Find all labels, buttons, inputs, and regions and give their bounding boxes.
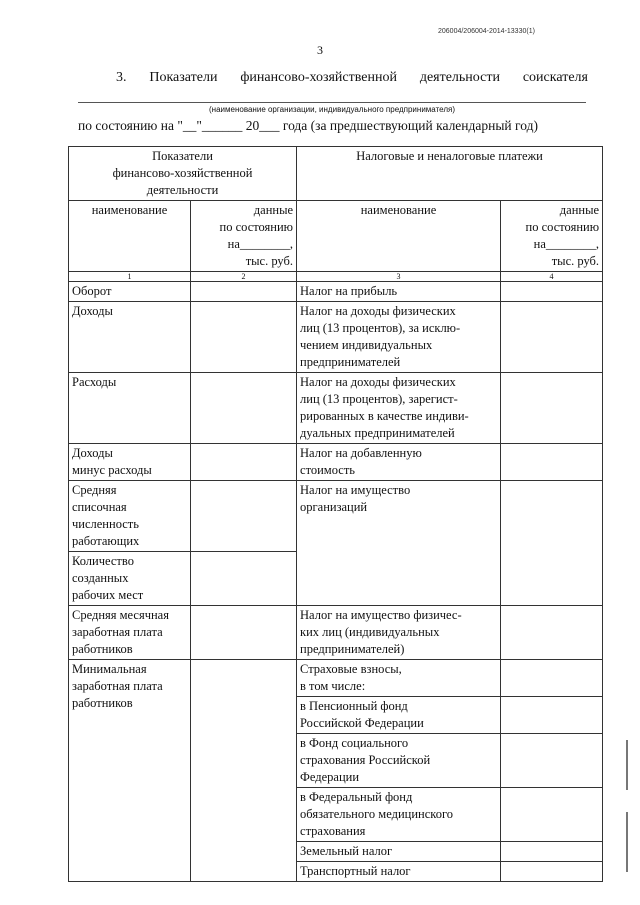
indicator-name: Средняя списочная численность работающих [69, 481, 191, 552]
indicator-name: Доходы минус расходы [69, 444, 191, 481]
payment-name: Налог на прибыль [297, 282, 501, 302]
payment-name: Налог на доходы физических лиц (13 процентов), зарегист- рированных в качестве индиви- дуальных предпринимателей [297, 373, 501, 444]
payment-value-cell[interactable] [501, 481, 603, 606]
indicator-value-cell[interactable] [191, 282, 297, 302]
indicator-data-header: данные по состоянию на________, тыс. руб. [191, 201, 297, 272]
column-number: 2 [191, 272, 297, 282]
payment-value-cell[interactable] [501, 697, 603, 734]
scan-margin-mark [626, 812, 628, 872]
document-id: 206004/206004-2014-13330(1) [438, 28, 535, 35]
indicator-value-cell[interactable] [191, 606, 297, 660]
indicator-name: Доходы [69, 302, 191, 373]
payment-value-cell[interactable] [501, 282, 603, 302]
page-number: 3 [317, 43, 323, 57]
payment-name: в Пенсионный фонд Российской Федерации [297, 697, 501, 734]
indicator-value-cell[interactable] [191, 444, 297, 481]
payment-name: Налог на доходы физических лиц (13 процентов), за исклю- чением индивидуальных предпринимателей [297, 302, 501, 373]
indicator-name: Количество созданных рабочих мест [69, 552, 191, 606]
indicator-name: Расходы [69, 373, 191, 444]
payment-value-cell[interactable] [501, 373, 603, 444]
heading-word: Показатели [149, 70, 218, 85]
payment-name: Земельный налог [297, 842, 501, 862]
heading-word: соискателя [522, 70, 588, 85]
payment-value-cell[interactable] [501, 734, 603, 788]
payment-name: Налог на добавленную стоимость [297, 444, 501, 481]
payment-value-cell[interactable] [501, 302, 603, 373]
payment-name: Транспортный налог [297, 862, 501, 882]
indicator-name-header: наименование [69, 201, 191, 272]
organization-caption: (наименование организации, индивидуального предпринимателя) [209, 105, 455, 114]
indicator-value-cell[interactable] [191, 373, 297, 444]
heading-word: деятельности [419, 70, 500, 85]
payment-value-cell[interactable] [501, 660, 603, 697]
column-number: 4 [501, 272, 603, 282]
payment-value-cell[interactable] [501, 788, 603, 842]
payment-name: в Фонд социального страхования Российской Федерации [297, 734, 501, 788]
payment-value-cell[interactable] [501, 862, 603, 882]
heading-word: финансово-хозяйственной [240, 70, 397, 85]
scan-margin-mark [626, 740, 628, 790]
indicator-name: Минимальная заработная плата работников [69, 660, 191, 882]
financial-indicators-table [68, 146, 603, 882]
as-of-date-line: по состоянию на "__"______ 20___ года (за предшествующий календарный год) [78, 118, 538, 133]
payment-name: Налог на имущество физичес- ких лиц (индивидуальных предпринимателей) [297, 606, 501, 660]
indicator-value-cell[interactable] [191, 302, 297, 373]
payment-name: в Федеральный фонд обязательного медицинского страхования [297, 788, 501, 842]
payment-name-header: наименование [297, 201, 501, 272]
indicator-name: Оборот [69, 282, 191, 302]
payment-value-cell[interactable] [501, 606, 603, 660]
section-number: 3. [116, 70, 127, 85]
column-number: 1 [69, 272, 191, 282]
payment-value-cell[interactable] [501, 842, 603, 862]
payment-data-header: данные по состоянию на________, тыс. руб. [501, 201, 603, 272]
payment-name: Страховые взносы, в том числе: [297, 660, 501, 697]
indicator-value-cell[interactable] [191, 660, 297, 882]
indicator-name: Средняя месячная заработная плата работников [69, 606, 191, 660]
organization-name-line[interactable] [78, 102, 586, 103]
indicator-value-cell[interactable] [191, 481, 297, 552]
indicator-value-cell[interactable] [191, 552, 297, 606]
indicators-group-header: Показатели финансово-хозяйственной деятельности [69, 147, 297, 201]
section-heading [116, 70, 588, 86]
payment-name: Налог на имущество организаций [297, 481, 501, 606]
payment-value-cell[interactable] [501, 444, 603, 481]
payments-group-header: Налоговые и неналоговые платежи [297, 147, 603, 201]
column-number: 3 [297, 272, 501, 282]
